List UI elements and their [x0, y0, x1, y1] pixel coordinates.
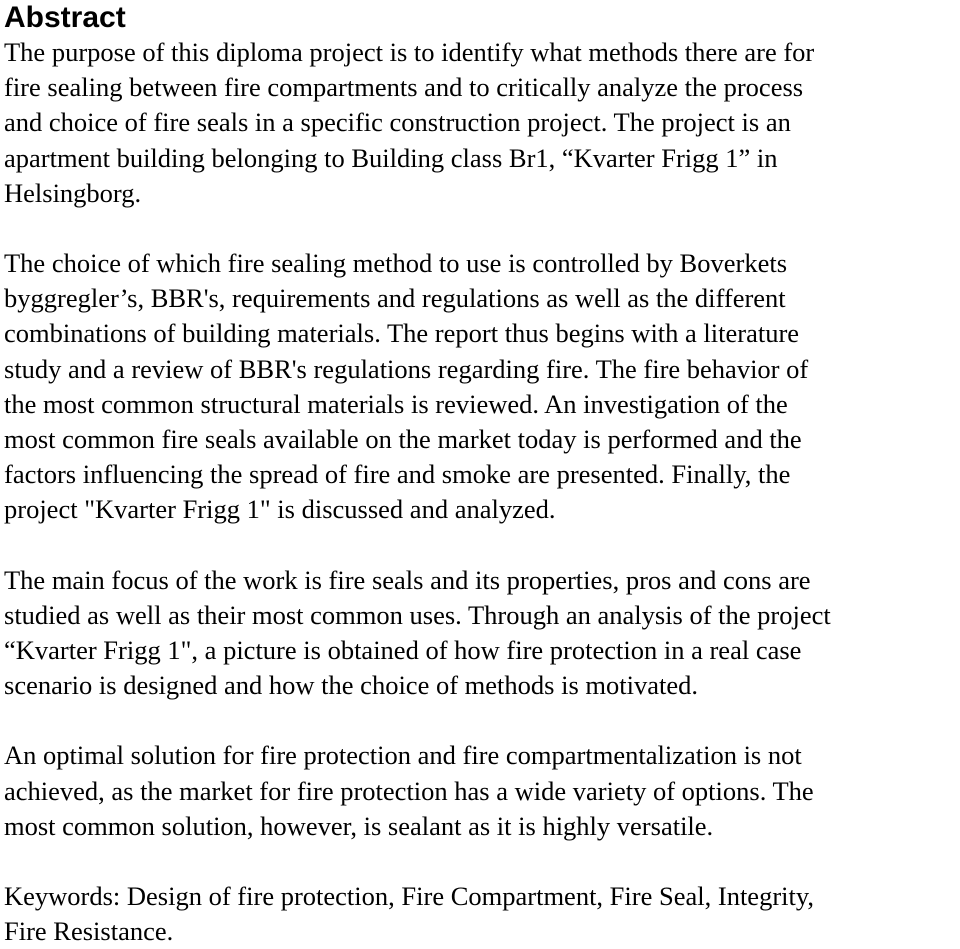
paragraph-keywords — [4, 879, 960, 949]
text-line: fire sealing between fire compartments and to critically analyze the process — [4, 72, 804, 103]
text-line: most common solution, however, is sealant as it is highly versatile. — [4, 810, 714, 841]
paragraph-gap — [4, 703, 960, 738]
paragraph-main-focus — [4, 563, 960, 704]
paragraph-purpose — [4, 35, 960, 211]
text-line: The purpose of this diploma project is to identify what methods there are for — [4, 37, 815, 67]
paragraph-gap — [4, 211, 960, 246]
text-line: project "Kvarter Frigg 1" is discussed and analyzed. — [4, 494, 556, 525]
text-line: An optimal solution for fire protection and fire compartmentalization is not — [4, 740, 802, 771]
text-line: scenario is designed and how the choice of methods is motivated. — [4, 670, 698, 701]
text-line: byggregler’s, BBR's, requirements and regulations as well as the different — [4, 283, 786, 314]
text-line: achieved, as the market for fire protection has a wide variety of options. The — [4, 775, 814, 806]
text-line: studied as well as their most common uses. Through an analysis of the project — [4, 599, 831, 630]
abstract-heading: Abstract — [4, 1, 126, 34]
text-line: study and a review of BBR's regulations regarding fire. The fire behavior of — [4, 353, 809, 384]
text-line: most common fire seals available on the market today is performed and the — [4, 424, 802, 455]
text-line: the most common structural materials is reviewed. An investigation of the — [4, 388, 788, 419]
text-line: apartment building belonging to Building class Br1, “Kvarter Frigg 1” in — [4, 142, 778, 173]
text-line: Keywords: Design of fire protection, Fire Compartment, Fire Seal, Integrity, — [4, 881, 815, 912]
text-line: The main focus of the work is fire seals and its properties, pros and cons are — [4, 564, 811, 595]
text-line: factors influencing the spread of fire and smoke are presented. Finally, the — [4, 459, 791, 490]
paragraph-method-choice — [4, 246, 960, 528]
abstract-page — [4, 0, 960, 949]
text-line: and choice of fire seals in a specific construction project. The project is an — [4, 107, 791, 138]
paragraph-gap — [4, 528, 960, 563]
text-line: “Kvarter Frigg 1", a picture is obtained of how fire protection in a real case — [4, 635, 802, 666]
text-line: Fire Resistance. — [4, 916, 174, 947]
paragraph-conclusion — [4, 738, 960, 844]
text-line: Helsingborg. — [4, 177, 142, 208]
paragraph-gap — [4, 844, 960, 879]
text-line: The choice of which fire sealing method to use is controlled by Boverkets — [4, 248, 788, 279]
text-line: combinations of building materials. The report thus begins with a literature — [4, 318, 800, 349]
